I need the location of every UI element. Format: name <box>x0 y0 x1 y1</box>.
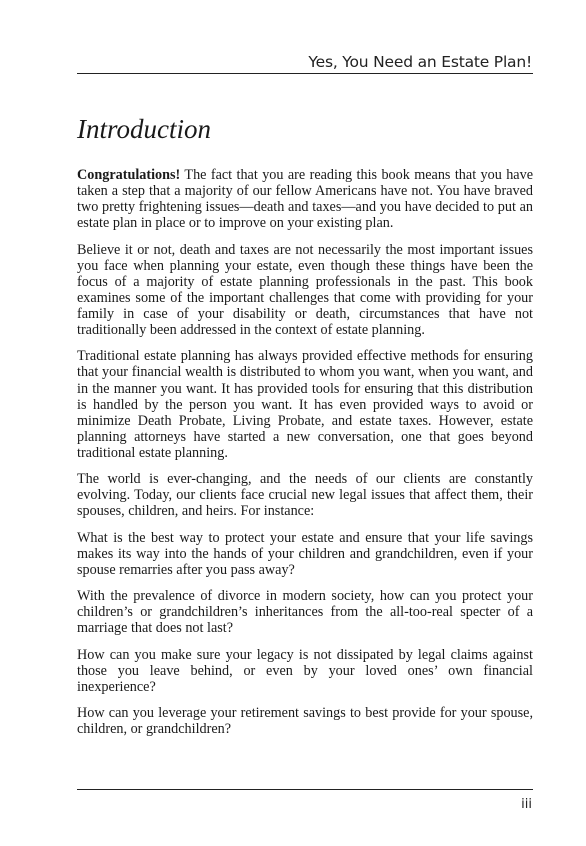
paragraph-1 <box>77 167 533 231</box>
paragraph-4: The world is ever-changing, and the needs of our clients are constantly evolving. Today, our clients face crucial new legal issues that affect them, their spouses, children, and heirs. For instance: <box>77 471 533 520</box>
running-header: Yes, You Need an Estate Plan! <box>308 53 532 71</box>
paragraph-2: Believe it or not, death and taxes are not necessarily the most important issues you face when planning your estate, even though these things have been the focus of a majority of estate planning professionals in the past. This book examines some of the important challenges that come with providing for your family in case of your disability or death, circumstances that have not traditionally been addressed in the context of estate planning. <box>77 241 533 339</box>
footer-rule <box>77 789 533 790</box>
paragraph-3: Traditional estate planning has always provided effective methods for ensuring that your financial wealth is distributed to whom you want, when you want, and in the manner you want. It has provided tools for ensuring that this distribution is handled by the person you want. It has even provided ways to avoid or minimize Death Probate, Living Probate, and estate taxes. However, estate planning attorneys have started a new conversation, one that goes beyond traditional estate planning. <box>77 348 533 461</box>
chapter-title: Introduction <box>77 114 211 144</box>
paragraph-text: The fact that you are reading this book means that you have taken a step that a majority of our fellow Americans have not. You have braved two pretty frightening issues—death and taxes—and you have decided to put an estate plan in place or to improve on your existing plan. <box>77 167 533 232</box>
lead-in: Congratulations! <box>77 167 181 183</box>
paragraph-6: With the prevalence of divorce in modern society, how can you protect your children’s or grandchildren’s inheritances from the all-too-real specter of a marriage that does not last? <box>77 588 533 637</box>
paragraph-7: How can you make sure your legacy is not dissipated by legal claims against those you leave behind, or even by your loved ones’ own financial inexperience? <box>77 646 533 695</box>
paragraph-8: How can you leverage your retirement savings to best provide for your spouse, children, or grandchildren? <box>77 705 533 738</box>
paragraph-5: What is the best way to protect your estate and ensure that your life savings makes its way into the hands of your children and grandchildren, even if your spouse remarries after you pass away? <box>77 529 533 578</box>
header-rule <box>77 73 533 74</box>
body-text <box>77 167 533 747</box>
page-number: iii <box>521 797 532 812</box>
